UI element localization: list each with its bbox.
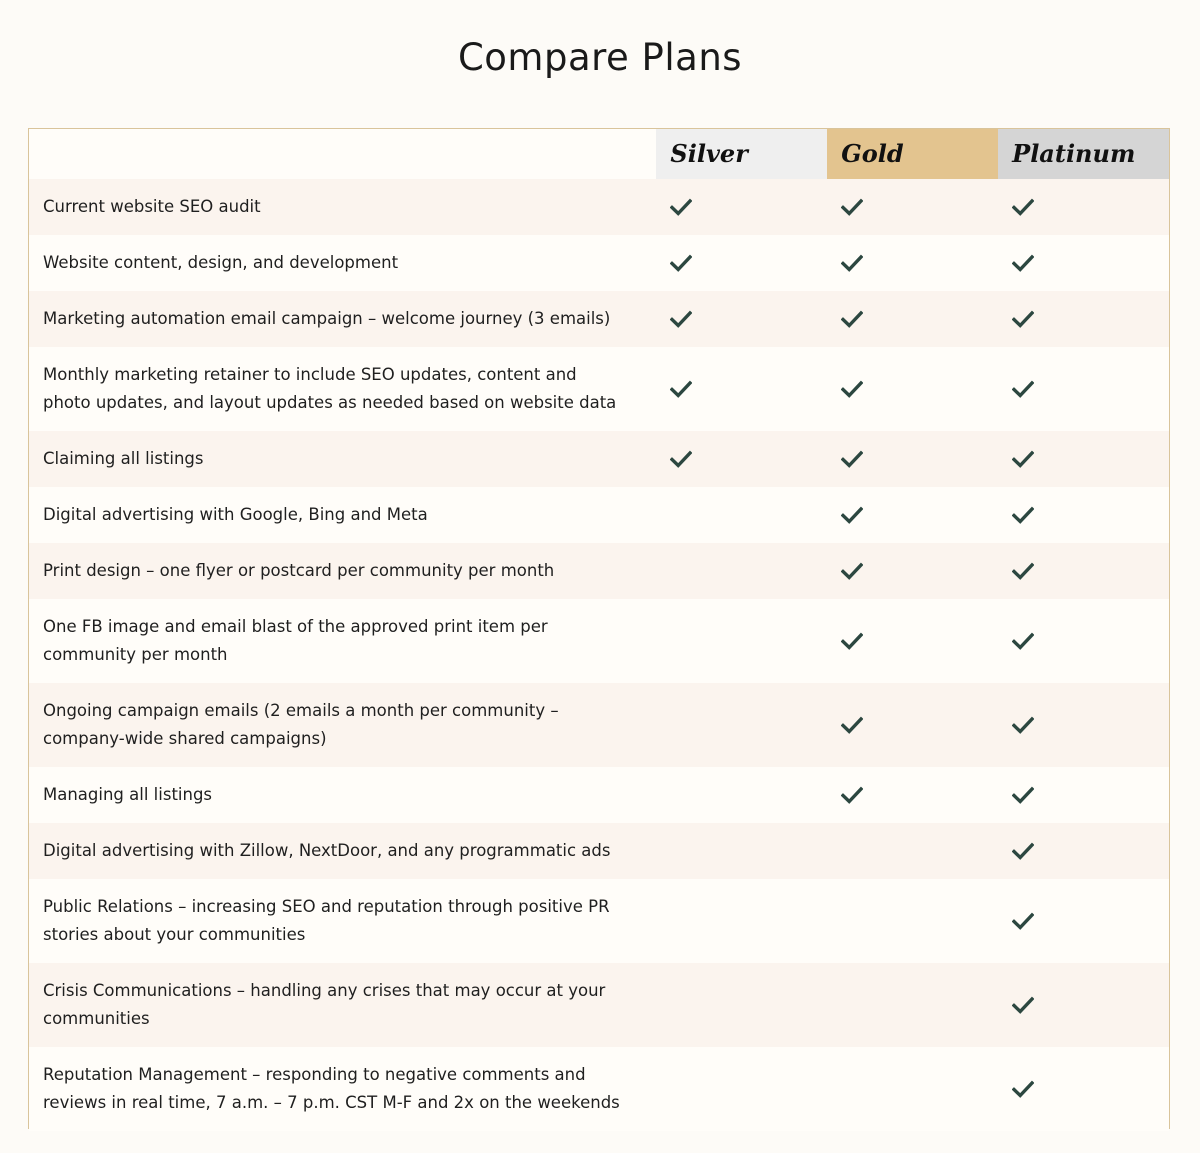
check-icon	[841, 310, 863, 328]
check-icon	[841, 786, 863, 804]
feature-label: Current website SEO audit	[43, 197, 261, 216]
check-icon	[841, 716, 863, 734]
check-icon	[841, 562, 863, 580]
check-icon	[1012, 632, 1034, 650]
feature-label: Digital advertising with Zillow, NextDoor, and any programmatic ads	[43, 841, 611, 860]
cell-silver	[656, 450, 827, 468]
table-row	[29, 431, 1169, 487]
table-header	[29, 129, 1169, 179]
check-icon	[1012, 562, 1034, 580]
cell-platinum	[998, 450, 1169, 468]
cell-platinum	[998, 310, 1169, 328]
check-icon	[1012, 842, 1034, 860]
cell-platinum	[998, 562, 1169, 580]
check-icon	[841, 254, 863, 272]
check-icon	[1012, 996, 1034, 1014]
check-icon	[1012, 506, 1034, 524]
table-body	[29, 179, 1169, 1131]
check-icon	[1012, 380, 1034, 398]
table-row	[29, 347, 1169, 431]
feature-label: Reputation Management – responding to negative comments and reviews in real time, 7 a.m. – 7 p.m. CST M-F and 2x on the weekends	[43, 1065, 620, 1112]
check-icon	[841, 450, 863, 468]
comparison-table	[28, 128, 1170, 1129]
table-row	[29, 823, 1169, 879]
check-icon	[1012, 912, 1034, 930]
cell-platinum	[998, 1080, 1169, 1098]
table-row	[29, 599, 1169, 683]
table-row	[29, 179, 1169, 235]
cell-gold	[827, 380, 998, 398]
feature-label: Monthly marketing retainer to include SEO updates, content and photo updates, and layout updates as needed based on website data	[43, 365, 617, 412]
cell-platinum	[998, 632, 1169, 650]
cell-silver	[656, 198, 827, 216]
check-icon	[670, 310, 692, 328]
check-icon	[1012, 786, 1034, 804]
header-spacer	[29, 129, 656, 179]
cell-platinum	[998, 380, 1169, 398]
cell-silver	[656, 380, 827, 398]
cell-platinum	[998, 842, 1169, 860]
check-icon	[841, 380, 863, 398]
cell-gold	[827, 254, 998, 272]
check-icon	[841, 632, 863, 650]
cell-gold	[827, 632, 998, 650]
check-icon	[841, 506, 863, 524]
feature-label: Marketing automation email campaign – welcome journey (3 emails)	[43, 309, 611, 328]
cell-gold	[827, 450, 998, 468]
check-icon	[1012, 198, 1034, 216]
table-row	[29, 291, 1169, 347]
table-row	[29, 543, 1169, 599]
cell-platinum	[998, 996, 1169, 1014]
cell-gold	[827, 310, 998, 328]
plan-header-silver: Silver	[656, 129, 827, 179]
check-icon	[670, 450, 692, 468]
feature-label: One FB image and email blast of the approved print item per community per month	[43, 617, 548, 664]
table-row	[29, 1047, 1169, 1131]
cell-platinum	[998, 716, 1169, 734]
cell-silver	[656, 254, 827, 272]
feature-label: Ongoing campaign emails (2 emails a month per community – company-wide shared campaigns)	[43, 701, 559, 748]
table-row	[29, 683, 1169, 767]
check-icon	[841, 198, 863, 216]
plan-header-platinum: Platinum	[998, 129, 1169, 179]
feature-label: Digital advertising with Google, Bing and Meta	[43, 505, 428, 524]
cell-platinum	[998, 786, 1169, 804]
check-icon	[670, 198, 692, 216]
feature-label: Managing all listings	[43, 785, 213, 804]
check-icon	[1012, 1080, 1034, 1098]
plan-header-gold: Gold	[827, 129, 998, 179]
feature-label: Crisis Communications – handling any crises that may occur at your communities	[43, 981, 606, 1028]
table-row	[29, 963, 1169, 1047]
table-row	[29, 767, 1169, 823]
cell-gold	[827, 786, 998, 804]
feature-label: Website content, design, and development	[43, 253, 399, 272]
cell-gold	[827, 506, 998, 524]
table-row	[29, 487, 1169, 543]
check-icon	[670, 254, 692, 272]
cell-platinum	[998, 912, 1169, 930]
table-row	[29, 879, 1169, 963]
feature-label: Claiming all listings	[43, 449, 204, 468]
cell-gold	[827, 198, 998, 216]
cell-gold	[827, 562, 998, 580]
cell-platinum	[998, 254, 1169, 272]
cell-platinum	[998, 198, 1169, 216]
page-title: Compare Plans	[457, 36, 743, 79]
table-row	[29, 235, 1169, 291]
cell-gold	[827, 716, 998, 734]
check-icon	[1012, 716, 1034, 734]
feature-label: Public Relations – increasing SEO and reputation through positive PR stories about your communities	[43, 897, 610, 944]
check-icon	[670, 380, 692, 398]
check-icon	[1012, 310, 1034, 328]
cell-platinum	[998, 506, 1169, 524]
feature-label: Print design – one flyer or postcard per community per month	[43, 561, 555, 580]
cell-silver	[656, 310, 827, 328]
check-icon	[1012, 450, 1034, 468]
check-icon	[1012, 254, 1034, 272]
